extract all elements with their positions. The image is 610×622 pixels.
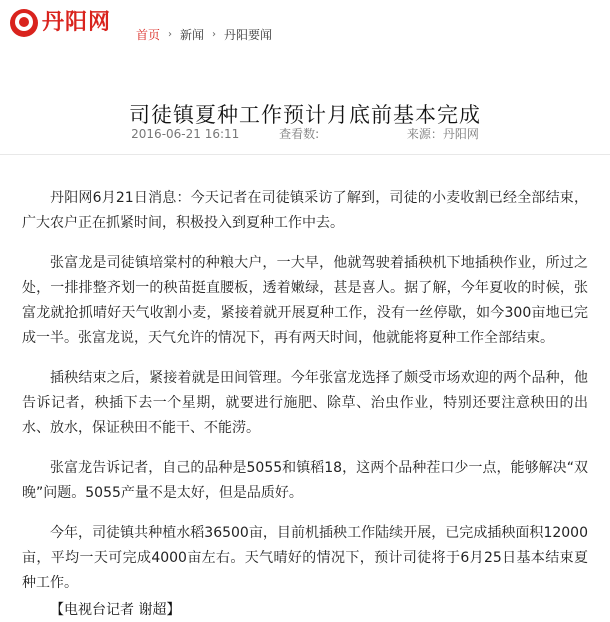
article-paragraph: 张富龙告诉记者，自己的品种是5055和镇稻18，这两个品种茬口少一点，能够解决“双晚”问题。5055产量不是太好，但是品质好。 (22, 460, 588, 501)
article-paragraph: 张富龙是司徒镇培棠村的种粮大户，一大早，他就驾驶着插秧机下地插秧作业，所过之处，一排排整齐划一的秧苗挺直腰板，透着嫩绿，甚是喜人。据了解，今年夏收的时候，张富龙就抢抓晴好天气收割小麦，紧接着就开展夏种工作，没有一丝停歇，如今300亩地已完成一半。张富龙说，天气允许的情况下，再有两天时间，他就能将夏种工作全部结束。 (22, 255, 588, 346)
article-paragraph: 丹阳网6月21日消息：今天记者在司徒镇采访了解到，司徒的小麦收割已经全部结束，广大农户正在抓紧时间，积极投入到夏种工作中去。 (22, 190, 588, 231)
logo-text: 丹阳网 (42, 10, 112, 35)
article-body (22, 186, 588, 611)
site-header (0, 0, 610, 62)
breadcrumb-separator-icon: › (168, 29, 173, 40)
article-author: 【电视台记者 谢超】 (50, 602, 181, 618)
breadcrumb (136, 26, 272, 43)
logo-icon (10, 9, 38, 37)
content-divider (0, 154, 610, 155)
article-paragraph: 今年，司徒镇共种植水稻36500亩，目前机插秧工作陆续开展，已完成插秧面积12000亩，平均一天可完成4000亩左右。天气晴好的情况下，预计司徒将于6月25日基本结束夏种工作。 (22, 525, 588, 591)
breadcrumb-local-news-link[interactable]: 丹阳要闻 (224, 28, 273, 42)
article-date: 2016-06-21 16:11 (131, 127, 240, 141)
breadcrumb-separator-icon: › (212, 29, 217, 40)
views-label: 查看数: (279, 127, 320, 141)
breadcrumb-news-link[interactable]: 新闻 (180, 28, 205, 42)
article-paragraph: 插秧结束之后，紧接着就是田间管理。今年张富龙选择了颇受市场欢迎的两个品种，他告诉记者，秧插下去一个星期，就要进行施肥、除草、治虫作业，特别还要注意秧田的出水、放水，保证秧田不能干、不能涝。 (22, 370, 588, 436)
breadcrumb-home-link[interactable]: 首页 (136, 28, 161, 42)
article-meta (0, 126, 610, 142)
article-title: 司徒镇夏种工作预计月底前基本完成 (129, 103, 481, 128)
article-source: 来源：丹阳网 (406, 127, 479, 141)
site-logo[interactable] (10, 8, 111, 38)
